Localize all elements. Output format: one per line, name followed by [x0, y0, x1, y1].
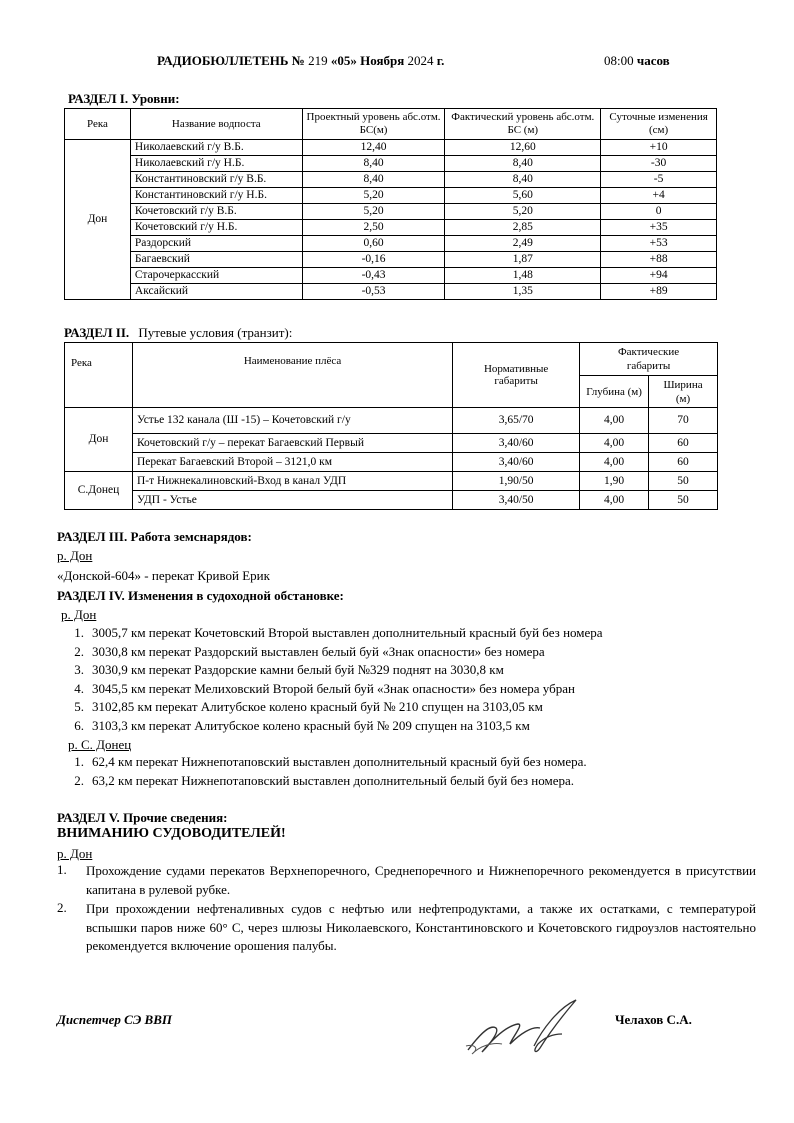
- dispatcher-name: Челахов С.А.: [615, 1012, 692, 1027]
- levels-post-cell: Багаевский: [130, 252, 302, 268]
- bulletin-day: «05»: [330, 53, 357, 68]
- section4-donets-label: р. С. Донец: [68, 737, 132, 752]
- levels-header-river: Река: [65, 109, 131, 140]
- levels-row: [65, 140, 717, 156]
- change-item-number: 4.: [74, 680, 84, 696]
- levels-change-cell: -5: [601, 172, 717, 188]
- levels-post-cell: Николаевский г/у В.Б.: [130, 140, 302, 156]
- change-item-text: 3102,85 км перекат Алитубское колено красный буй № 210 спущен на 3103,05 км: [92, 699, 543, 714]
- change-item-number: 1.: [74, 625, 84, 640]
- section2-subtitle: Путевые условия (транзит):: [138, 325, 293, 340]
- change-item-number: 2.: [74, 643, 84, 659]
- levels-post-cell: Николаевский г/у Н.Б.: [130, 156, 302, 172]
- levels-header-project: Проектный уровень абс.отм. БС(м): [302, 109, 445, 140]
- transit-normative-cell: 3,40/60: [453, 434, 580, 453]
- transit-river-cell: Дон: [65, 408, 133, 472]
- levels-project-cell: 2,50: [302, 220, 445, 236]
- levels-row: [65, 220, 717, 236]
- transit-reach-cell: Устье 132 канала (Ш -15) – Кочетовский г/у: [132, 408, 452, 434]
- bulletin-number: 219: [308, 53, 328, 68]
- section3-dredger: «Донской-604» - перекат Кривой Ерик: [57, 568, 270, 583]
- change-item-text: 3030,8 км перекат Раздорский выставлен белый буй «Знак опасности» без номера: [92, 643, 545, 659]
- change-item: [62, 718, 530, 734]
- bulletin-year: 2024: [407, 53, 434, 68]
- levels-actual-cell: 8,40: [445, 172, 601, 188]
- levels-actual-cell: 1,35: [445, 284, 601, 300]
- levels-project-cell: 5,20: [302, 204, 445, 220]
- levels-change-cell: -30: [601, 156, 717, 172]
- section2-title: [64, 325, 292, 341]
- levels-row: [65, 236, 717, 252]
- change-item-number: 6.: [74, 717, 84, 733]
- bulletin-month: Ноября: [360, 53, 405, 68]
- transit-width-cell: 60: [649, 434, 718, 453]
- bulletin-title: РАДИОБЮЛЛЕТЕНЬ №: [157, 53, 305, 68]
- section5-title: РАЗДЕЛ V. Прочие сведения:: [57, 810, 228, 825]
- transit-depth-cell: 4,00: [580, 434, 649, 453]
- transit-reach-cell: П-т Нижнекалиновский-Вход в канал УДП: [132, 472, 452, 491]
- change-item-text: 63,2 км перекат Нижнепотаповский выставлен дополнительный белый буй без номера.: [92, 772, 575, 788]
- levels-actual-cell: 2,49: [445, 236, 601, 252]
- levels-project-cell: 0,60: [302, 236, 445, 252]
- levels-post-cell: Старочеркасский: [130, 268, 302, 284]
- section2-title-label: РАЗДЕЛ II.: [64, 325, 130, 340]
- transit-normative-cell: 3,40/60: [453, 453, 580, 472]
- levels-river-cell: Дон: [65, 140, 131, 300]
- other-item-num-1: 1.: [57, 862, 67, 877]
- levels-actual-cell: 5,60: [445, 188, 601, 204]
- levels-change-cell: +10: [601, 140, 717, 156]
- levels-row: [65, 284, 717, 300]
- transit-header-actual: Фактические габариты: [580, 343, 718, 376]
- levels-change-cell: +53: [601, 236, 717, 252]
- transit-row: [65, 453, 718, 472]
- transit-width-cell: 60: [649, 453, 718, 472]
- levels-actual-cell: 2,85: [445, 220, 601, 236]
- change-item: [62, 773, 574, 789]
- section4-don-label: р. Дон: [61, 607, 97, 622]
- change-item-number: 2.: [74, 772, 84, 788]
- levels-post-cell: Аксайский: [130, 284, 302, 300]
- transit-header-reach: Наименование плёса: [132, 343, 452, 408]
- levels-actual-cell: 8,40: [445, 156, 601, 172]
- levels-header-post: Название водпоста: [130, 109, 302, 140]
- levels-post-cell: Кочетовский г/у Н.Б.: [130, 220, 302, 236]
- levels-row: [65, 156, 717, 172]
- change-item: [62, 681, 575, 697]
- levels-row: [65, 172, 717, 188]
- levels-project-cell: -0,43: [302, 268, 445, 284]
- change-item: [62, 662, 504, 678]
- section3-title: РАЗДЕЛ III. Работа земснарядов:: [57, 529, 252, 544]
- transit-depth-cell: 4,00: [580, 453, 649, 472]
- levels-post-cell: Константиновский г/у В.Б.: [130, 172, 302, 188]
- bulletin-time: [604, 53, 670, 69]
- levels-project-cell: -0,16: [302, 252, 445, 268]
- levels-project-cell: 8,40: [302, 156, 445, 172]
- section4-title: РАЗДЕЛ IV. Изменения в судоходной обстановке:: [57, 588, 344, 603]
- levels-row: [65, 188, 717, 204]
- levels-table: [64, 108, 717, 300]
- levels-project-cell: 12,40: [302, 140, 445, 156]
- change-item: [62, 754, 587, 770]
- change-item: [62, 699, 543, 715]
- levels-change-cell: +89: [601, 284, 717, 300]
- levels-post-cell: Раздорский: [130, 236, 302, 252]
- change-item: [62, 644, 545, 660]
- change-item-text: 3030,9 км перекат Раздорские камни белый буй №329 поднят на 3030,8 км: [92, 662, 504, 677]
- levels-change-cell: +88: [601, 252, 717, 268]
- levels-actual-cell: 5,20: [445, 204, 601, 220]
- change-item-text: 3045,5 км перекат Мелиховский Второй белый буй «Знак опасности» без номера убран: [92, 680, 575, 696]
- transit-depth-cell: 4,00: [580, 408, 649, 434]
- transit-river-cell: С.Донец: [65, 472, 133, 510]
- levels-change-cell: +35: [601, 220, 717, 236]
- change-item-text: 3005,7 км перекат Кочетовский Второй выставлен дополнительный красный буй без номера: [92, 625, 603, 640]
- transit-header-width: Ширина (м): [649, 376, 718, 408]
- levels-post-cell: Константиновский г/у Н.Б.: [130, 188, 302, 204]
- transit-row: [65, 408, 718, 434]
- attention-heading: ВНИМАНИЮ СУДОВОДИТЕЛЕЙ!: [57, 826, 286, 841]
- other-item-1: Прохождение судами перекатов Верхнепоречного, Среднепоречного и Нижнепоречного рекомендуется в присутствии капитана в рулевой рубке.: [86, 863, 756, 897]
- section5-river: р. Дон: [57, 846, 93, 861]
- transit-header-normative: Нормативные габариты: [453, 343, 580, 408]
- transit-normative-cell: 1,90/50: [453, 472, 580, 491]
- levels-project-cell: -0,53: [302, 284, 445, 300]
- transit-row: [65, 472, 718, 491]
- transit-reach-cell: Кочетовский г/у – перекат Багаевский Первый: [132, 434, 452, 453]
- section3-river: р. Дон: [57, 548, 93, 563]
- change-item: [62, 625, 603, 641]
- levels-actual-cell: 1,48: [445, 268, 601, 284]
- levels-project-cell: 8,40: [302, 172, 445, 188]
- section1-title: РАЗДЕЛ I. Уровни:: [68, 91, 180, 106]
- bulletin-year-suffix: г.: [436, 53, 445, 68]
- change-item-number: 1.: [74, 754, 84, 769]
- other-item-2: При прохождении нефтеналивных судов с нефтью или нефтепродуктами, а также их остатками, с температурой вспышки паров ниже 60° С, через шлюзы Николаевского, Константиновского и Кочетовского гидроузлов настоятельно рекомендуется включение орошения палубы.: [86, 901, 756, 953]
- dispatcher-role: Диспетчер СЭ ВВП: [57, 1012, 173, 1027]
- change-item-text: 3103,3 км перекат Алитубское колено красный буй № 209 спущен на 3103,5 км: [92, 717, 530, 733]
- transit-row: [65, 491, 718, 510]
- time-suffix: часов: [636, 53, 670, 68]
- transit-table: [64, 342, 718, 510]
- levels-row: [65, 268, 717, 284]
- transit-width-cell: 70: [649, 408, 718, 434]
- change-item-number: 3.: [74, 662, 84, 677]
- levels-change-cell: +4: [601, 188, 717, 204]
- bulletin-header: [157, 53, 444, 69]
- transit-width-cell: 50: [649, 472, 718, 491]
- transit-header-river: Река: [65, 343, 133, 408]
- levels-actual-cell: 1,87: [445, 252, 601, 268]
- signature: [462, 994, 582, 1060]
- time-value: 08:00: [604, 53, 634, 68]
- transit-normative-cell: 3,40/50: [453, 491, 580, 510]
- transit-width-cell: 50: [649, 491, 718, 510]
- levels-change-cell: 0: [601, 204, 717, 220]
- transit-depth-cell: 4,00: [580, 491, 649, 510]
- levels-header-change: Суточные изменения (см): [601, 109, 717, 140]
- transit-reach-cell: УДП - Устье: [132, 491, 452, 510]
- levels-header-actual: Фактический уровень абс.отм. БС (м): [445, 109, 601, 140]
- levels-row: [65, 252, 717, 268]
- levels-project-cell: 5,20: [302, 188, 445, 204]
- change-item-text: 62,4 км перекат Нижнепотаповский выставлен дополнительный красный буй без номера.: [92, 754, 587, 769]
- other-item-num-2: 2.: [57, 900, 67, 915]
- levels-post-cell: Кочетовский г/у В.Б.: [130, 204, 302, 220]
- transit-row: [65, 434, 718, 453]
- levels-actual-cell: 12,60: [445, 140, 601, 156]
- transit-header-depth: Глубина (м): [580, 376, 649, 408]
- transit-reach-cell: Перекат Багаевский Второй – 3121,0 км: [132, 453, 452, 472]
- change-item-number: 5.: [74, 699, 84, 714]
- levels-change-cell: +94: [601, 268, 717, 284]
- transit-depth-cell: 1,90: [580, 472, 649, 491]
- levels-row: [65, 204, 717, 220]
- transit-normative-cell: 3,65/70: [453, 408, 580, 434]
